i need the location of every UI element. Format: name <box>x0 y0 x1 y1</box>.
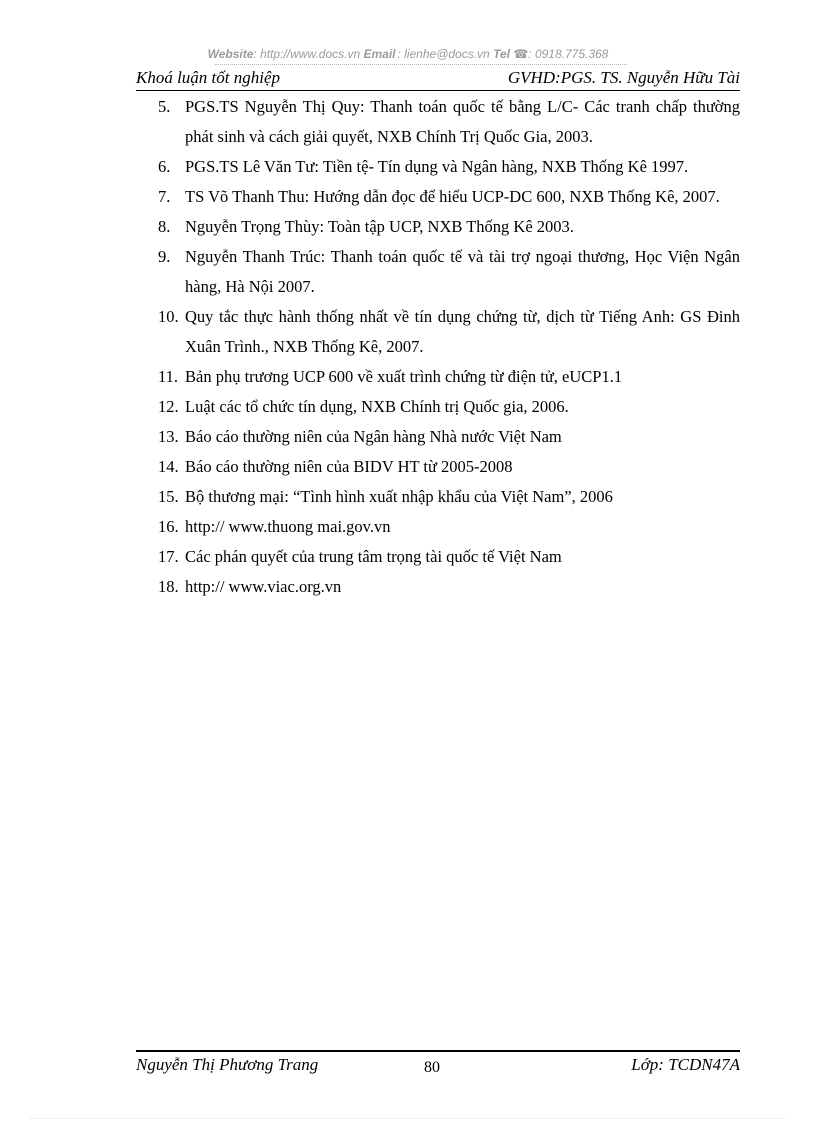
banner-divider <box>215 64 627 65</box>
reference-number: 10. <box>158 307 179 326</box>
reference-number: 11. <box>158 367 179 386</box>
reference-text: Luật các tổ chức tín dụng, NXB Chính trị Quốc gia, 2006. <box>185 397 569 416</box>
reference-item <box>0 92 740 152</box>
advisor-label: GVHD:PGS. TS. Nguyễn Hữu Tài <box>507 68 740 87</box>
reference-text: Báo cáo thường niên của Ngân hàng Nhà nước Việt Nam <box>185 427 562 446</box>
reference-text: PGS.TS Nguyễn Thị Quy: Thanh toán quốc tế bằng L/C- Các tranh chấp thường phát sinh và cách giải quyết, NXB Chính Trị Quốc Gia, 2003. <box>185 97 740 146</box>
thesis-label: Khoá luận tốt nghiệp <box>136 68 281 87</box>
reference-item <box>0 422 740 452</box>
reference-text: Nguyễn Trọng Thùy: Toàn tập UCP, NXB Thống Kê 2003. <box>185 217 574 236</box>
reference-text: Các phán quyết của trung tâm trọng tài quốc tế Việt Nam <box>185 547 562 566</box>
page-edge-dots <box>30 1118 786 1119</box>
email-label: Email <box>363 47 396 61</box>
reference-number: 16. <box>158 517 179 536</box>
reference-number: 9. <box>158 247 171 266</box>
reference-text: http:// www.thuong mai.gov.vn <box>185 517 391 536</box>
reference-text: http:// www.viac.org.vn <box>185 577 342 596</box>
reference-item <box>0 512 740 542</box>
reference-number: 12. <box>158 397 179 416</box>
reference-item <box>0 152 740 182</box>
reference-list <box>0 92 816 602</box>
author-name: Nguyễn Thị Phương Trang <box>136 1055 319 1074</box>
reference-item <box>0 212 740 242</box>
class-code: Lớp: TCDN47A <box>631 1055 740 1074</box>
tel-number: : 0918.775.368 <box>528 47 609 61</box>
reference-item <box>0 242 740 302</box>
email-address[interactable]: : lienhe@docs.vn <box>397 47 490 61</box>
reference-item <box>0 542 740 572</box>
reference-item <box>0 482 740 512</box>
website-label: Website <box>207 47 254 61</box>
reference-text: TS Võ Thanh Thu: Hướng dẫn đọc để hiểu UCP-DC 600, NXB Thống Kê, 2007. <box>185 187 720 206</box>
reference-number: 5. <box>158 97 171 116</box>
reference-item <box>0 182 740 212</box>
website-url[interactable]: : http://www.docs.vn <box>253 47 361 61</box>
reference-text: Quy tắc thực hành thống nhất về tín dụng chứng từ, dịch từ Tiếng Anh: GS Đinh Xuân Trình., NXB Thống Kê, 2007. <box>185 307 740 356</box>
reference-text: Bản phụ trương UCP 600 về xuất trình chứng từ điện tử, eUCP1.1 <box>185 367 623 386</box>
site-banner <box>0 47 816 61</box>
reference-number: 8. <box>158 217 171 236</box>
reference-item <box>0 572 740 602</box>
footer-divider <box>136 1050 740 1052</box>
tel-label: Tel <box>493 47 510 61</box>
reference-number: 15. <box>158 487 179 506</box>
reference-item <box>0 362 740 392</box>
reference-number: 6. <box>158 157 171 176</box>
reference-number: 7. <box>158 187 171 206</box>
reference-text: Bộ thương mại: “Tình hình xuất nhập khẩu của Việt Nam”, 2006 <box>185 487 613 506</box>
reference-text: PGS.TS Lê Văn Tư: Tiền tệ- Tín dụng và Ngân hàng, NXB Thống Kê 1997. <box>185 157 689 176</box>
running-header <box>136 68 740 91</box>
reference-number: 17. <box>158 547 179 566</box>
reference-text: Nguyễn Thanh Trúc: Thanh toán quốc tế và tài trợ ngoại thương, Học Viện Ngân hàng, Hà Nội 2007. <box>185 247 740 296</box>
reference-item <box>0 392 740 422</box>
reference-number: 13. <box>158 427 179 446</box>
reference-text: Báo cáo thường niên của BIDV HT từ 2005-2008 <box>185 457 513 476</box>
reference-number: 18. <box>158 577 179 596</box>
reference-item <box>0 302 740 362</box>
page-number: 80 <box>424 1059 440 1076</box>
reference-number: 14. <box>158 457 179 476</box>
reference-item <box>0 452 740 482</box>
phone-icon: ☎ <box>513 47 529 61</box>
